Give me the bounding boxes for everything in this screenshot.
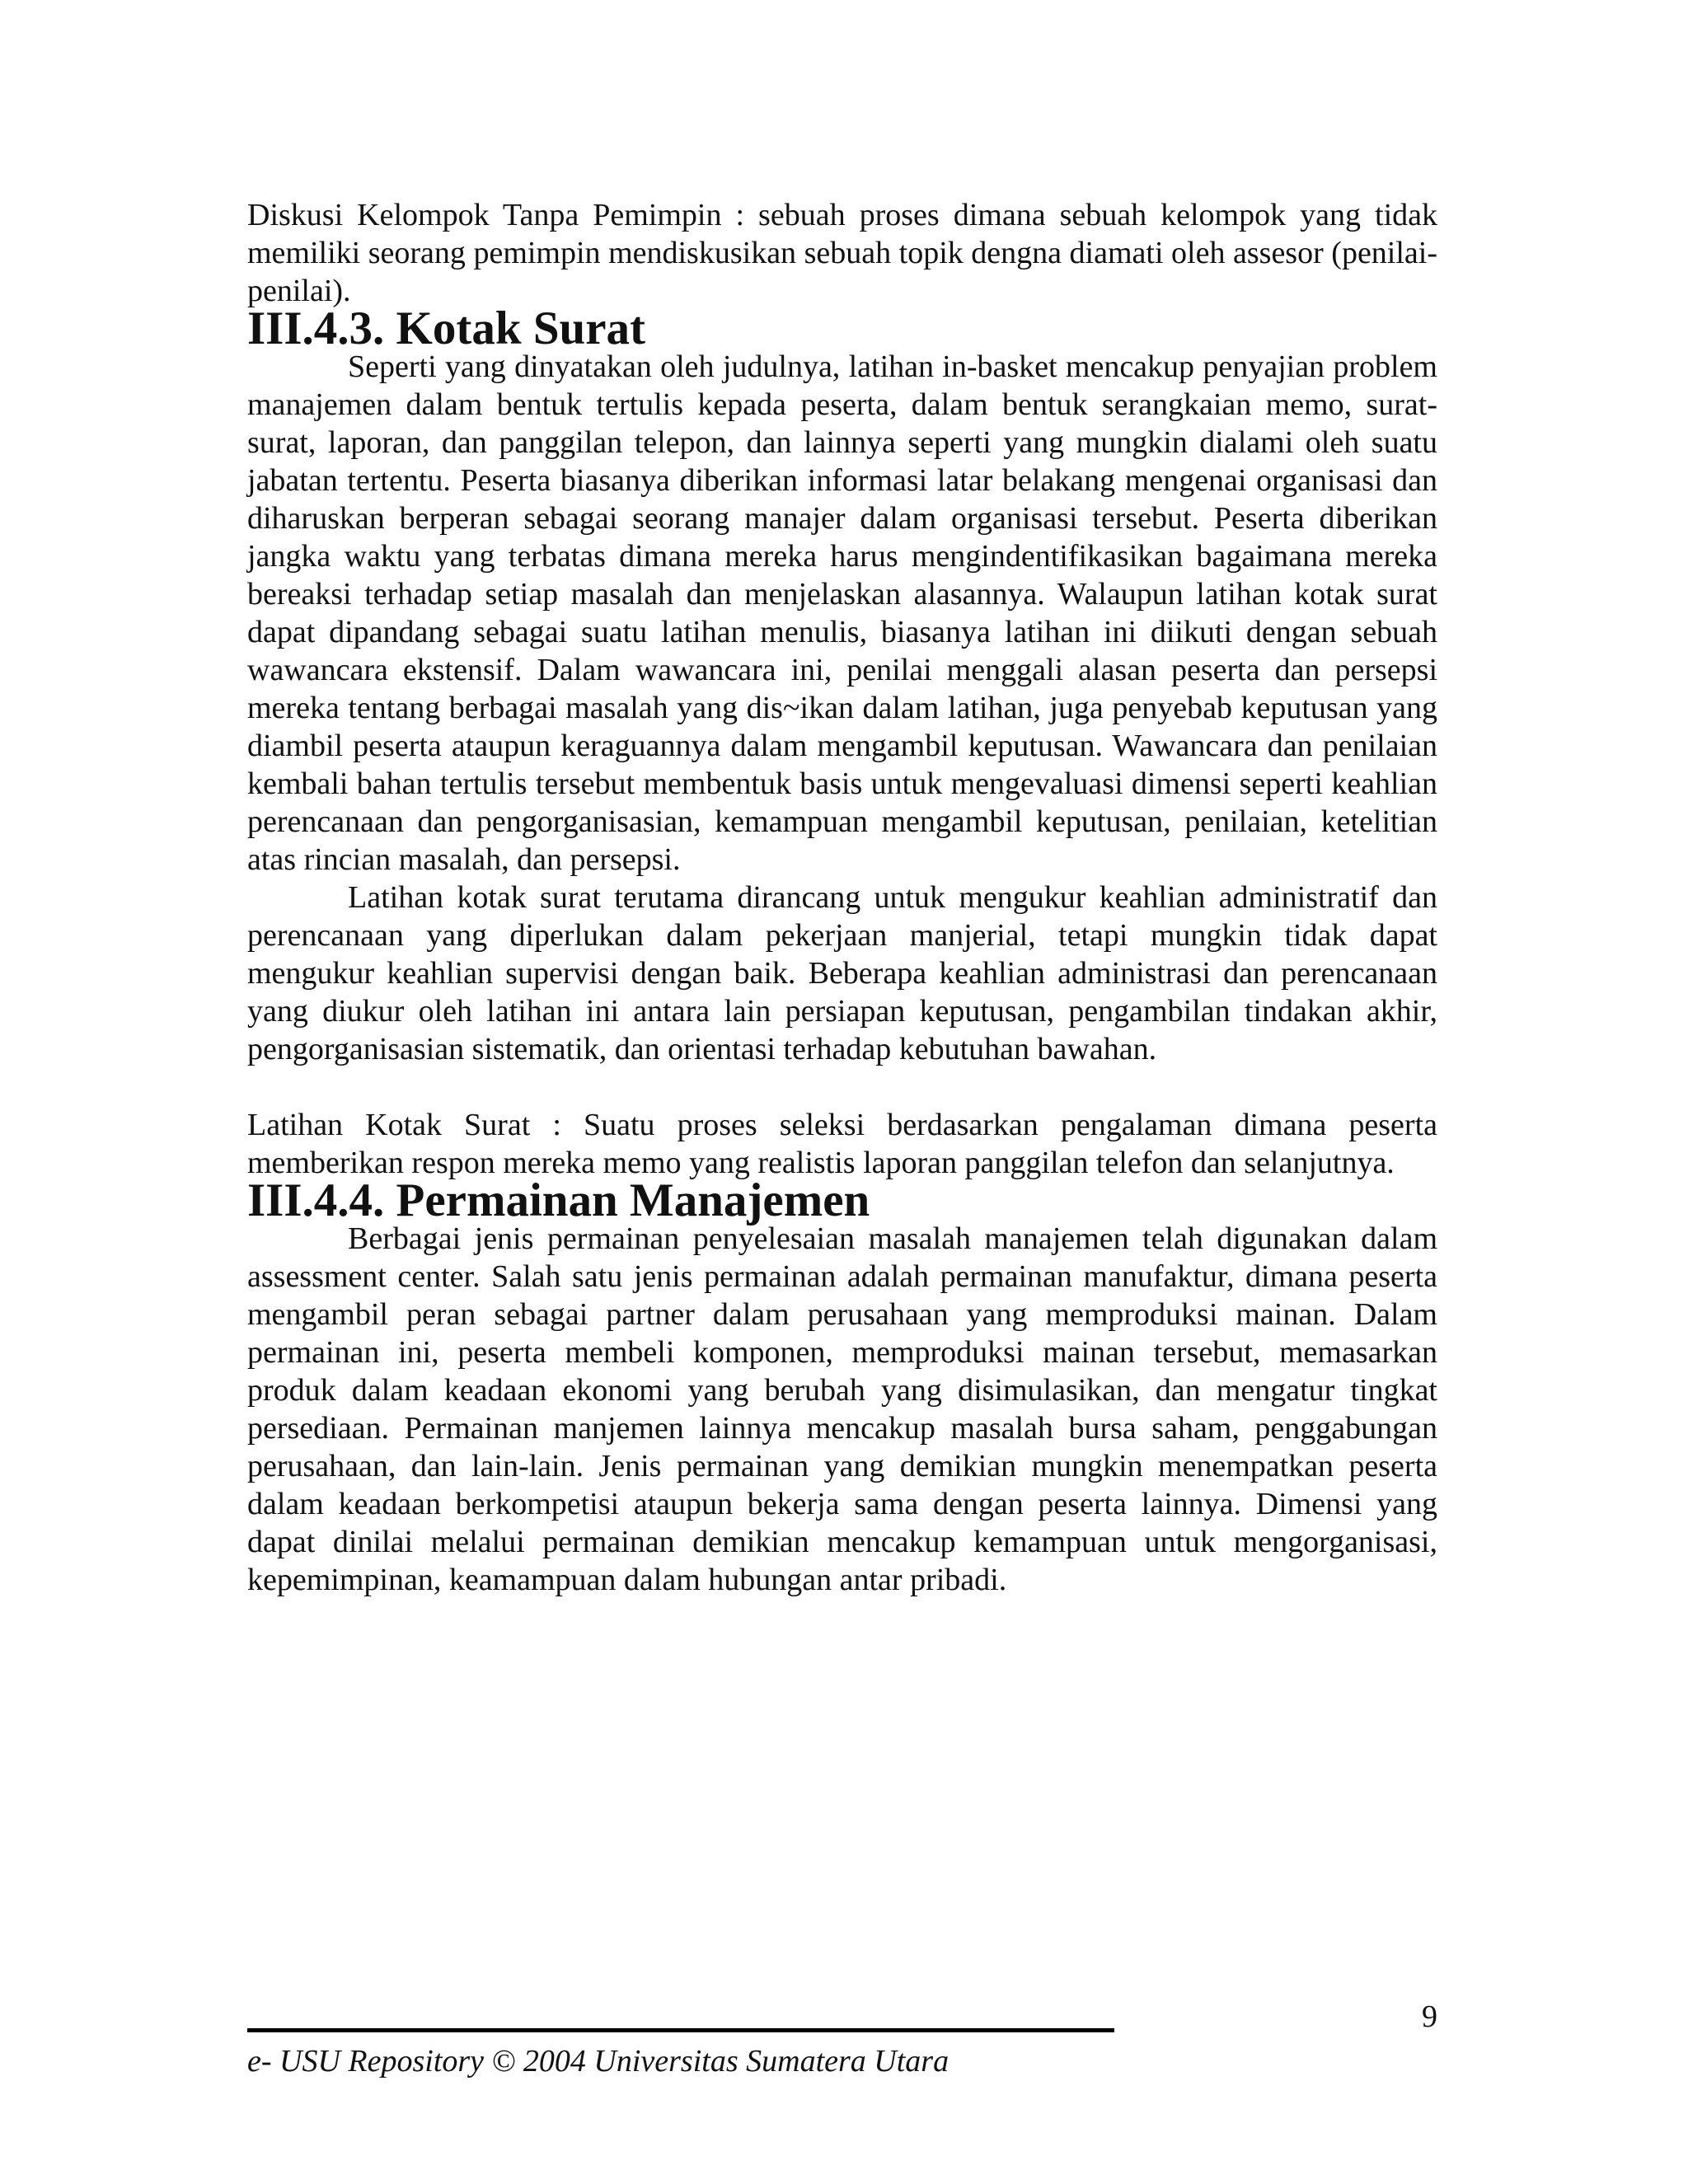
definition-diskusi-paragraph: Diskusi Kelompok Tanpa Pemimpin : sebuah proses dimana sebuah kelompok yang tidak memiliki seorang pemimpin mendiskusikan sebuah topik dengna diamati oleh assesor (penilai- penilai).	[247, 198, 1437, 308]
page-number: 9	[1422, 1999, 1437, 2034]
footer-divider	[247, 2028, 1114, 2032]
kotak-surat-paragraph-1: Seperti yang dinyatakan oleh judulnya, latihan in-basket mencakup penyajian problem manajemen dalam bentuk tertulis kepada peserta, dalam bentuk serangkaian memo, surat-surat, laporan, dan panggilan telepon, dan lainnya seperti yang mungkin dialami oleh suatu jabatan tertentu. Peserta biasanya diberikan informasi latar belakang mengenai organisasi dan diharuskan berperan sebagai seorang manajer dalam organisasi tersebut. Peserta diberikan jangka waktu yang terbatas dimana mereka harus mengindentifikasikan bagaimana mereka bereaksi terhadap setiap masalah dan menjelaskan alasannya. Walaupun latihan kotak surat dapat dipandang sebagai suatu latihan menulis, biasanya latihan ini diikuti dengan sebuah wawancara ekstensif. Dalam wawancara ini, penilai menggali alasan peserta dan persepsi mereka tentang berbagai masalah yang dis~ikan dalam latihan, juga penyebab keputusan yang diambil peserta ataupun keraguannya dalam mengambil keputusan. Wawancara dan penilaian kembali bahan tertulis tersebut membentuk basis untuk mengevaluasi dimensi seperti keahlian perencanaan dan pengorganisasian, kemampuan mengambil keputusan, penilaian, ketelitian atas rincian masalah, dan persepsi.	[247, 349, 1437, 877]
permainan-paragraph-1: Berbagai jenis permainan penyelesaian masalah manajemen telah digunakan dalam assessment center. Salah satu jenis permainan adalah permainan manufaktur, dimana peserta mengambil peran sebagai partner dalam perusahaan yang memproduksi mainan. Dalam permainan ini, peserta membeli komponen, memproduksi mainan tersebut, memasarkan produk dalam keadaan ekonomi yang berubah yang disimulasikan, dan mengatur tingkat persediaan. Permainan manjemen lainnya mencakup masalah bursa saham, penggabungan perusahaan, dan lain-lain. Jenis permainan yang demikian mungkin menempatkan peserta dalam keadaan berkompetisi ataupun bekerja sama dengan peserta lainnya. Dimensi yang dapat dinilai melalui permainan demikian mencakup kemampuan untuk mengorganisasi, kepemimpinan, keamampuan dalam hubungan antar pribadi.	[247, 1221, 1437, 1597]
definition-kotak-surat-paragraph: Latihan Kotak Surat : Suatu proses seleksi berdasarkan pengalaman dimana peserta memberikan respon mereka memo yang realistis laporan panggilan telefon dan selanjutnya.	[247, 1108, 1437, 1180]
kotak-surat-paragraph-2: Latihan kotak surat terutama dirancang untuk mengukur keahlian administratif dan perencanaan yang diperlukan dalam pekerjaan manjerial, tetapi mungkin tidak dapat mengukur keahlian supervisi dengan baik. Beberapa keahlian administrasi dan perencanaan yang diukur oleh latihan ini antara lain persiapan keputusan, pengambilan tindakan akhir, pengorganisasian sistematik, dan orientasi terhadap kebutuhan bawahan.	[247, 880, 1437, 1066]
heading-kotak-surat: III.4.3. Kotak Surat	[247, 302, 645, 354]
heading-permainan-manajemen: III.4.4. Permainan Manajemen	[247, 1174, 870, 1226]
footer-repository-text: e- USU Repository © 2004 Universitas Sumatera Utara	[247, 2044, 950, 2079]
document-body	[247, 196, 1437, 1599]
